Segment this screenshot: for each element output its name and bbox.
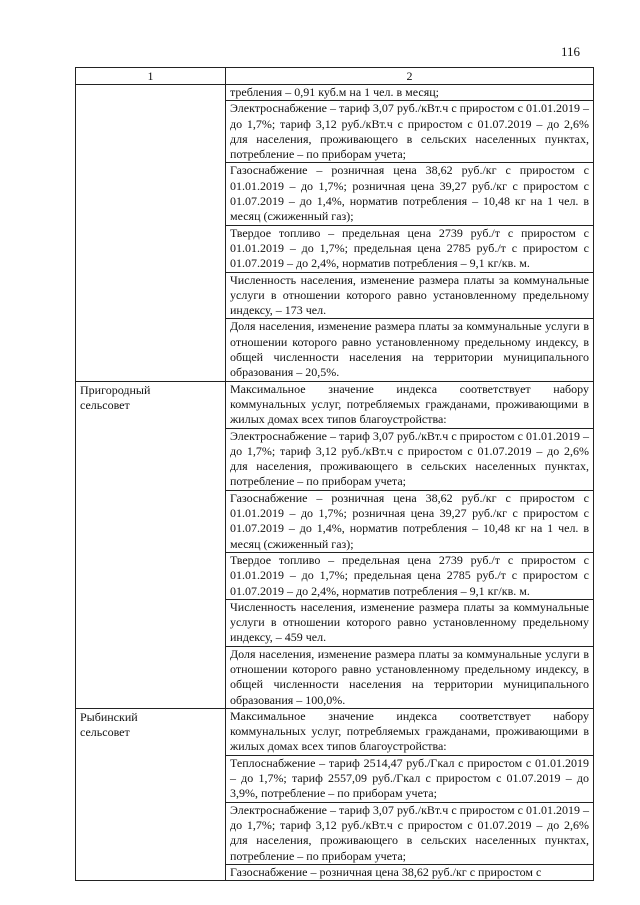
description-cell [226, 85, 594, 382]
column-header-2: 2 [226, 68, 594, 85]
paragraph: Газоснабжение – розничная цена 38,62 руб./кг с приростом с [226, 864, 593, 880]
paragraph: Электроснабжение – тариф 3,07 руб./кВт.ч с приростом с 01.01.2019 – до 1,7%; тариф 3,12 руб./кВт.ч с приростом с 01.07.2019 – до 2,6% для населения, проживающего в сельских населенных пунктах, потребление – по приборам учета; [226, 802, 593, 864]
paragraph: Максимальное значение индекса соответствует набору коммунальных услуг, потребляемых гражданами, проживающими в жилых домах всех типов благоустройства: [230, 708, 589, 754]
paragraph: Газоснабжение – розничная цена 38,62 руб./кг с приростом с 01.01.2019 – до 1,7%; розничная цена 39,27 руб./кг с приростом с 01.07.2019 – до 1,4%, норматив потребления – 10,48 кг на 1 чел. в месяц (сжиженный газ); [226, 162, 593, 224]
municipality-name-line: Пригородный [80, 382, 151, 397]
paragraph: Численность населения, изменение размера платы за коммунальные услуги в отношении которого равно установленному предельному индексу, – 173 чел. [226, 272, 593, 319]
paragraph: Газоснабжение – розничная цена 38,62 руб./кг с приростом с 01.01.2019 – до 1,7%; розничная цена 39,27 руб./кг с приростом с 01.07.2019 – до 1,4%, норматив потребления – 10,48 кг на 1 чел. в месяц (сжиженный газ); [226, 490, 593, 552]
paragraph: Твердое топливо – предельная цена 2739 руб./т с приростом с 01.01.2019 – до 1,7%; предельная цена 2785 руб./т с приростом с 01.07.2019 – до 2,4%, норматив потребления – 9,1 кг/кв. м. [226, 552, 593, 599]
table-row [76, 708, 594, 880]
table-row [76, 381, 594, 708]
table-header-row [76, 68, 594, 85]
paragraph: Доля населения, изменение размера платы за коммунальные услуги в отношении которого равно установленному предельному индексу, в общей численности населения на территории муниципального образования – 100,0%. [226, 646, 593, 708]
table-row [76, 85, 594, 382]
description-cell [226, 381, 594, 708]
municipality-name-cell [76, 85, 226, 382]
municipality-name-cell [76, 708, 226, 880]
paragraph: Теплоснабжение – тариф 2514,47 руб./Гкал с приростом с 01.01.2019 – до 1,7%; тариф 2557,09 руб./Гкал с приростом с 01.07.2019 – до 3,9%, потребление – по приборам учета; [226, 755, 593, 802]
paragraph: Численность населения, изменение размера платы за коммунальные услуги в отношении которого равно установленному предельному индексу, – 459 чел. [226, 599, 593, 646]
paragraph: Электроснабжение – тариф 3,07 руб./кВт.ч с приростом с 01.01.2019 – до 1,7%; тариф 3,12 руб./кВт.ч с приростом с 01.07.2019 – до 2,6% для населения, проживающего в сельских населенных пунктах, потребление – по приборам учета; [226, 428, 593, 490]
page-number: 116 [561, 44, 581, 59]
municipality-name-line: сельсовет [80, 724, 130, 739]
paragraph: Твердое топливо – предельная цена 2739 руб./т с приростом с 01.01.2019 – до 1,7%; предельная цена 2785 руб./т с приростом с 01.07.2019 – до 2,4%, норматив потребления – 9,1 кг/кв. м. [226, 225, 593, 272]
paragraph: Доля населения, изменение размера платы за коммунальные услуги в отношении которого равно установленному предельному индексу, в общей численности населения на территории муниципального образования – 20,5%. [226, 318, 593, 380]
paragraph: Максимальное значение индекса соответствует набору коммунальных услуг, потребляемых гражданами, проживающими в жилых домах всех типов благоустройства: [230, 381, 589, 427]
paragraph: Электроснабжение – тариф 3,07 руб./кВт.ч с приростом с 01.01.2019 – до 1,7%; тариф 3,12 руб./кВт.ч с приростом с 01.07.2019 – до 2,6% для населения, проживающего в сельских населенных пунктах, потребление – по приборам учета; [226, 100, 593, 162]
column-header-1: 1 [76, 68, 226, 85]
paragraph: требления – 0,91 куб.м на 1 чел. в месяц; [230, 85, 439, 99]
municipality-name-line: сельсовет [80, 397, 130, 412]
document-table [75, 67, 594, 881]
description-cell [226, 708, 594, 880]
municipality-name-line: Рыбинский [80, 709, 138, 724]
municipality-name-cell [76, 381, 226, 708]
